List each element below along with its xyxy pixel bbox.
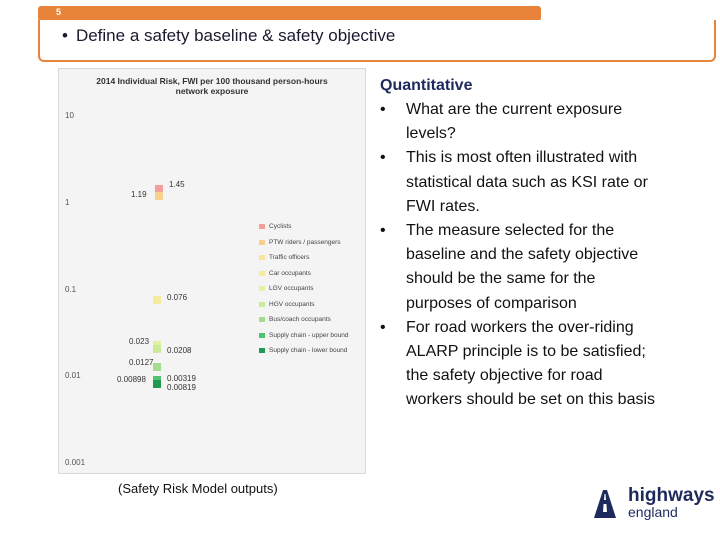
chart-bar — [153, 363, 161, 371]
legend-swatch — [259, 302, 265, 307]
legend-label: Car occupants — [269, 269, 311, 277]
highways-england-logo — [590, 485, 715, 520]
chart-caption: (Safety Risk Model outputs) — [118, 481, 278, 496]
bullet-dot: • — [380, 149, 386, 167]
bar-value-label: 0.023 — [129, 336, 150, 346]
legend-item — [259, 312, 349, 328]
legend-label: LGV occupants — [269, 285, 314, 293]
bullet-text: What are the current exposure levels? — [406, 101, 623, 143]
legend-item — [259, 235, 349, 251]
y-tick-label: 10 — [65, 111, 74, 120]
chart-bar — [153, 345, 161, 353]
legend-label: Cyclists — [269, 223, 292, 231]
bullet-text: The measure selected for the baseline and the safety objective should be the same for the purposes of comparison — [406, 222, 639, 312]
risk-chart — [58, 68, 366, 474]
title-bullet: • — [62, 26, 68, 45]
logo-text — [628, 485, 715, 520]
legend-swatch — [259, 286, 265, 291]
y-tick-label: 1 — [65, 197, 70, 207]
bar-value-label: 1.45 — [169, 179, 185, 189]
legend-item — [259, 281, 349, 297]
legend-swatch — [259, 255, 265, 260]
legend-label: Bus/coach occupants — [269, 316, 331, 324]
slide-number: 5 — [56, 7, 62, 17]
bar-value-label: 0.0208 — [167, 345, 192, 355]
legend-item — [259, 328, 349, 344]
legend-label: Traffic officers — [269, 254, 310, 262]
bar-value-label: 0.00819 — [167, 382, 196, 392]
y-tick-label: 0.001 — [65, 458, 86, 467]
bullet-text: For road workers the over-riding ALARP principle is to be satisfied; the safety objective for road workers should be set on this basis — [406, 318, 656, 409]
content-heading: Quantitative — [380, 77, 473, 94]
slide-title — [62, 26, 395, 46]
legend-swatch — [259, 240, 265, 245]
bar-value-label: 0.00898 — [117, 375, 146, 385]
y-tick-label: 0.1 — [65, 284, 77, 294]
legend-swatch — [259, 224, 265, 229]
bullet-dot: • — [380, 318, 386, 336]
chart-bar — [155, 192, 163, 200]
legend-label: Supply chain - upper bound — [269, 331, 349, 339]
bar-value-label: 0.076 — [167, 292, 188, 302]
y-tick-label: 0.01 — [65, 371, 81, 381]
legend-item — [259, 343, 349, 359]
bullet-dot: • — [380, 101, 386, 118]
chart-title-line1: 2014 Individual Risk, FWI per 100 thousand person-hours — [96, 76, 328, 86]
legend-label: Supply chain - lower bound — [269, 347, 348, 355]
legend-item — [259, 297, 349, 313]
slide-title-text: Define a safety baseline & safety objective — [75, 26, 396, 45]
logo-line2: england — [628, 504, 678, 520]
bullet-item — [380, 98, 660, 146]
legend-swatch — [259, 333, 265, 338]
bar-value-label: 1.19 — [131, 190, 147, 200]
chart-bar — [153, 296, 161, 304]
legend-swatch — [259, 271, 265, 276]
road-icon — [590, 488, 620, 520]
legend-item — [259, 266, 349, 282]
logo-line1: highways — [628, 485, 715, 506]
bullet-item — [380, 146, 660, 219]
bar-value-label: 0.0127 — [129, 358, 154, 368]
chart-bar — [153, 380, 161, 388]
chart-legend — [259, 219, 349, 359]
bullet-item — [380, 316, 660, 413]
bar-value-label-extra: 0.00319 — [167, 374, 196, 384]
legend-label: PTW riders / passengers — [269, 238, 341, 246]
content-panel — [380, 74, 660, 413]
legend-label: HGV occupants — [269, 300, 315, 308]
bullet-item — [380, 219, 660, 316]
chart-title-line2: network exposure — [175, 86, 249, 96]
legend-item — [259, 250, 349, 266]
legend-item — [259, 219, 349, 235]
legend-swatch — [259, 317, 265, 322]
bullet-text: This is most often illustrated with statistical data such as KSI rate or FWI rates. — [406, 149, 648, 215]
bullet-dot: • — [380, 222, 386, 240]
legend-swatch — [259, 348, 265, 353]
slide-header-bar — [38, 6, 541, 21]
